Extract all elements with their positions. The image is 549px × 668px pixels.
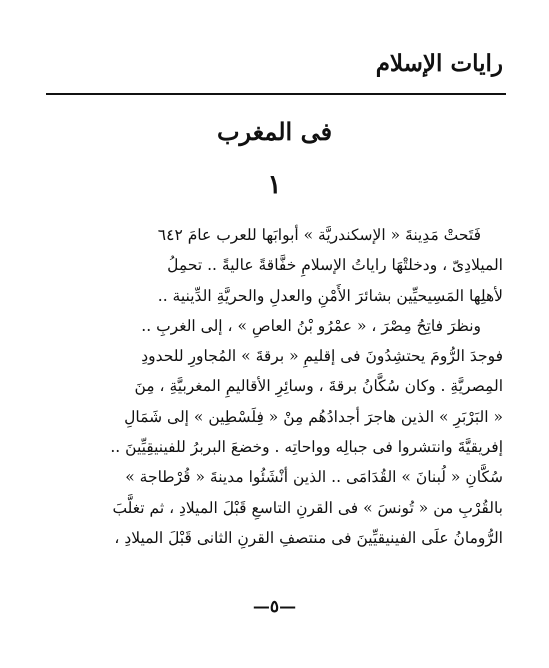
running-head: رايات الإسلام [375, 50, 503, 77]
text-line: سُكَّانِ « لُبنانَ » القُدَامَى .. الذين أنْشَئُوا مدينةَ « قُرْطاجة » [125, 468, 503, 487]
section-number: ١ [267, 170, 282, 200]
text-line: إفريقيَّةَ وانتشروا فى جبالِه وواحاتِه . وخضعَ البربرُ للفينيقِيِّينَ .. [110, 438, 503, 457]
text-line: بالقُرْبِ من « تُونسَ » فى القرنِ التاسعِ قَبْلَ الميلادِ ، ثم تغلَّبَ [112, 498, 503, 517]
page-number: —٥— [252, 597, 297, 617]
chapter-title: فى المغرب [216, 117, 333, 146]
text-line: فوجدَ الرُّومَ يحتشِدُونَ فى إقليمِ « برقةَ » المُجاورِ للحدودِ [141, 347, 503, 366]
text-line: فَتَحتْ مَدِينةَ « الإسكندريَّة » أبوابَها للعرب عامَ ٦٤٢ [157, 226, 481, 244]
text-line: ونظرَ فاتِحُ مِصْرَ ، « عمْرُو بْنُ العاصِ » ، إلى الغربِ .. [141, 316, 481, 335]
text-line: « البَرْبَرِ » الذين هاجرَ أجدادُهُم مِنْ « فِلَسْطِين » إلى شَمَالِ [124, 407, 503, 426]
header-rule [46, 93, 506, 95]
text-line: الميلادِىّ ، ودخلتْهَا راياتُ الإسلامِ خفَّاقةً عاليةً .. تحمِلُ [167, 256, 503, 275]
body-paragraph [41, 220, 503, 553]
text-line: المِصريَّةِ . وكان سُكَّانُ برقةَ ، وسائِرِ الأقاليمِ المغربيَّةِ ، مِنَ [134, 377, 503, 396]
text-line: لأهلِها المَسِيحيِّين بشائرَ الأَمْنِ والعدلِ والحريَّةِ الدِّينية .. [157, 286, 503, 305]
text-line: الرُّومانُ علَى الفينيقيِّينَ فى منتصفِ القرنِ الثانى قَبْلَ الميلادِ ، [114, 528, 503, 547]
